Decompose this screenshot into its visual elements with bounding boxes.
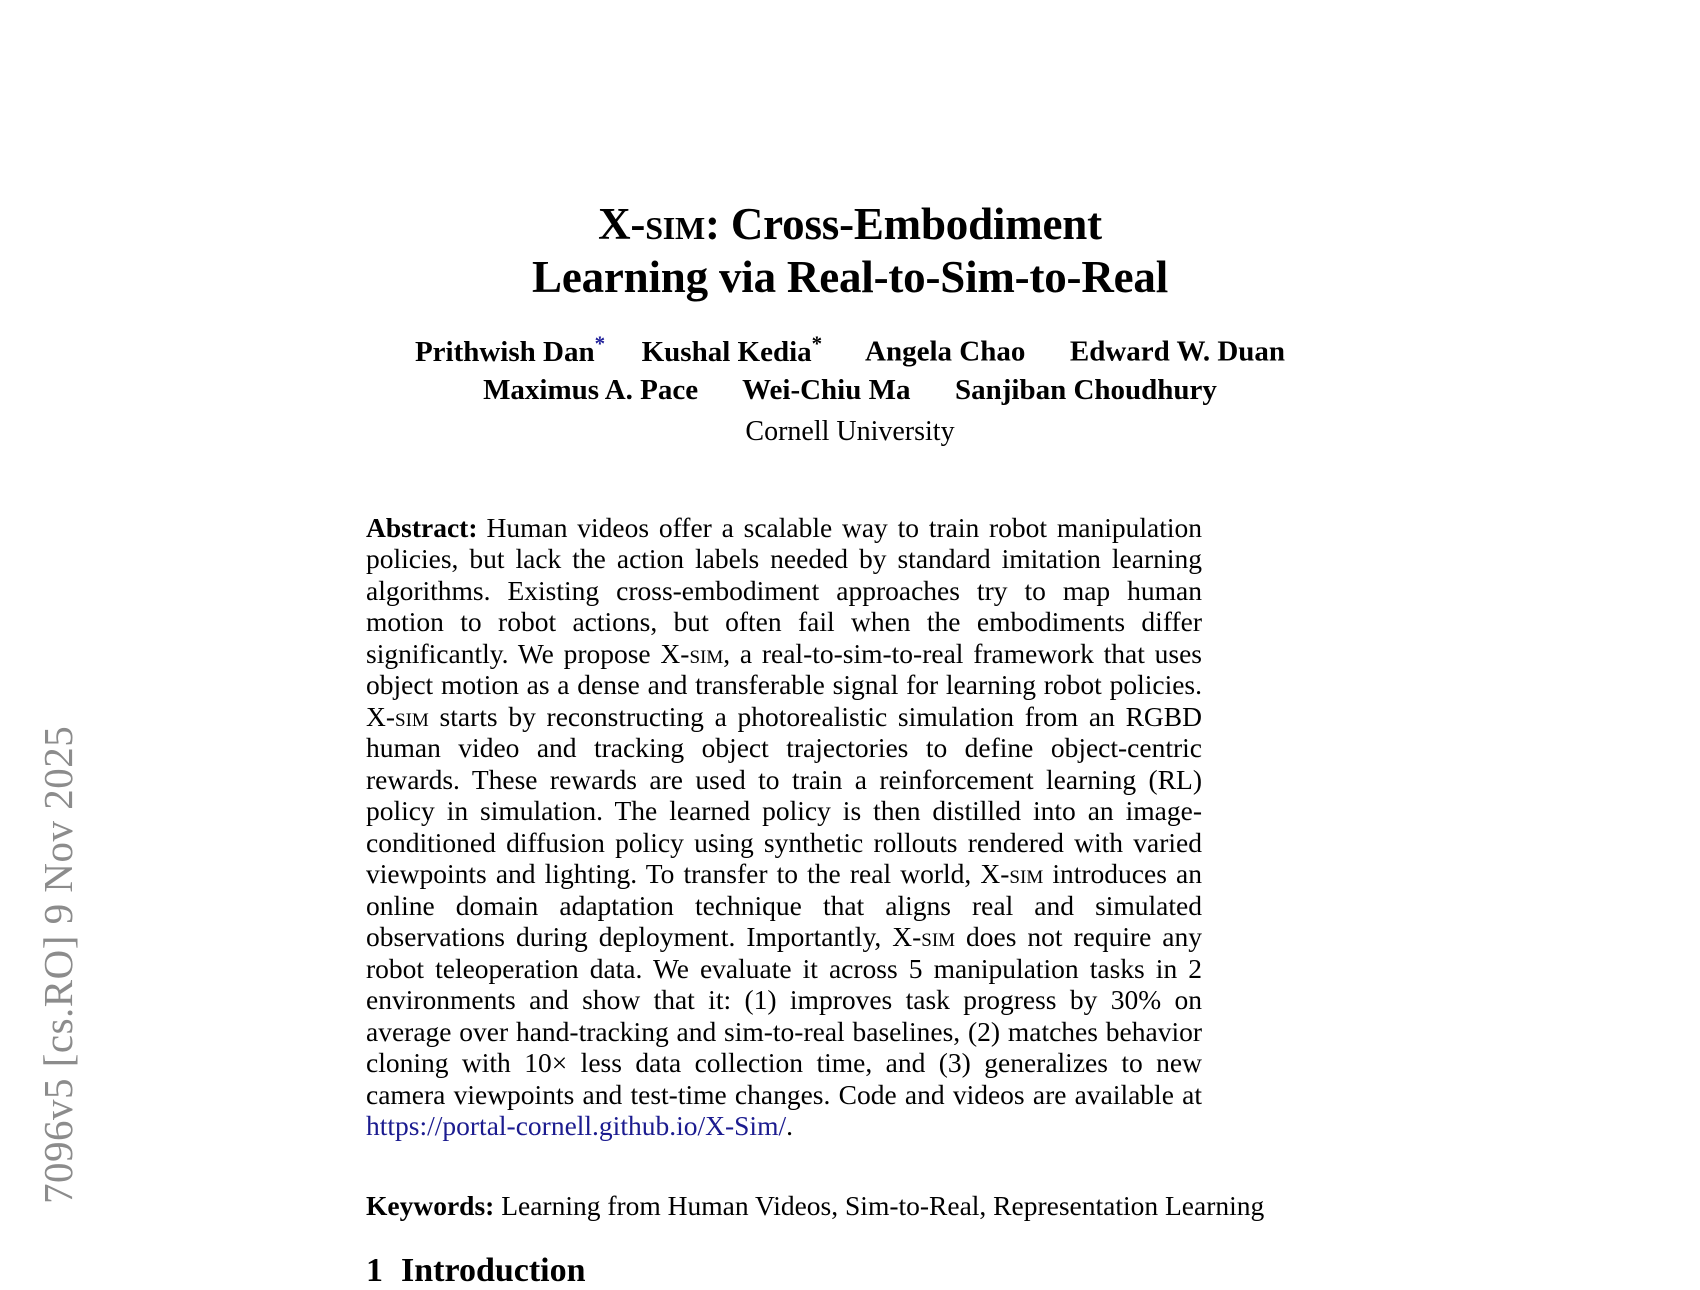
- abstract-part-2: , a real-to-sim-to-real framework that uses object motion as a dense and transferable signal for learning robot policies. X-: [366, 637, 1202, 732]
- abstract-block: [366, 512, 1202, 1142]
- section-title: Introduction: [401, 1252, 586, 1289]
- abstract-part-1: Human videos offer a scalable way to train robot manipulation policies, but lack the action labels needed by standard imitation learning algorithms. Existing cross-embodiment approaches try to map human motion to robot actions, but often fail when the embodiments differ significantly. We propose X-: [366, 512, 1202, 669]
- title-smallcaps-sim: sim: [645, 199, 706, 249]
- footnote-mark-equal-contribution[interactable]: *: [594, 331, 606, 355]
- author-wei-chiu-ma: Wei-Chiu Ma: [742, 373, 911, 406]
- project-page-link[interactable]: https://portal-cornell.github.io/X-Sim/: [366, 1110, 787, 1142]
- inline-smallcaps-sim: sim: [921, 921, 956, 953]
- title-suffix: : Cross-Embodiment: [705, 199, 1102, 249]
- abstract-label: Abstract:: [366, 512, 478, 543]
- author-prithwish-dan: [414, 331, 606, 368]
- author-sanjiban-choudhury: Sanjiban Choudhury: [954, 373, 1217, 406]
- author-name-text: Prithwish Dan: [414, 335, 595, 368]
- author-row-2: [330, 371, 1370, 409]
- keywords-values: Learning from Human Videos, Sim-to-Real, Representation Learning: [494, 1190, 1265, 1221]
- author-angela-chao: Angela Chao: [865, 335, 1026, 368]
- title-prefix: X-: [598, 199, 646, 249]
- title-line-1: [598, 199, 1102, 249]
- arxiv-stamp: 7096v5 [cs.RO] 9 Nov 2025: [35, 725, 81, 1204]
- title-line-2: Learning via Real-to-Sim-to-Real: [532, 252, 1168, 303]
- abstract-part-6: .: [786, 1110, 793, 1142]
- footnote-mark-equal-contribution: *: [811, 331, 823, 355]
- keywords-label: Keywords:: [366, 1190, 495, 1221]
- author-name-text: Kushal Kedia: [641, 335, 812, 368]
- authors-block: [330, 330, 1370, 451]
- keywords-block: [366, 1190, 1265, 1222]
- affiliation: Cornell University: [745, 416, 955, 448]
- abstract-part-5: does not require any robot teleoperation data. We evaluate it across 5 manipulation tasks in 2 environments and show that it: (1) improves task progress by 30% on average over hand-tracking and sim-to-real baselines, (2) matches behavior cloning with 10× less data collection time, and (3) generalizes to new camera viewpoints and test-time changes. Code and videos are available at: [366, 921, 1202, 1110]
- inline-smallcaps-sim: sim: [395, 700, 429, 732]
- section-number: 1: [366, 1252, 383, 1289]
- abstract-text: [366, 512, 1202, 1142]
- title-block: [330, 198, 1370, 304]
- author-edward-w-duan: Edward W. Duan: [1069, 335, 1286, 368]
- author-maximus-a-pace: Maximus A. Pace: [483, 373, 699, 406]
- inline-smallcaps-sim: sim: [689, 637, 724, 669]
- abstract-part-3: starts by reconstructing a photorealistic simulation from an RGBD human video and tracking object trajectories to define object-centric rewards. These rewards are used to train a reinforcement learning (RL) policy in simulation. The learned policy is then distilled into an image-conditioned diffusion policy using synthetic rollouts rendered with varied viewpoints and lighting. To transfer to the real world, X-: [366, 700, 1202, 890]
- keywords-text: [366, 1190, 1265, 1222]
- section-heading-introduction: [366, 1252, 1202, 1290]
- author-row-1: [330, 330, 1370, 371]
- inline-smallcaps-sim: sim: [1009, 858, 1044, 890]
- author-kushal-kedia: [641, 331, 823, 368]
- abstract-part-4: introduces an online domain adaptation technique that aligns real and simulated observations during deployment. Importantly, X-: [366, 858, 1202, 953]
- page-title: [330, 198, 1370, 304]
